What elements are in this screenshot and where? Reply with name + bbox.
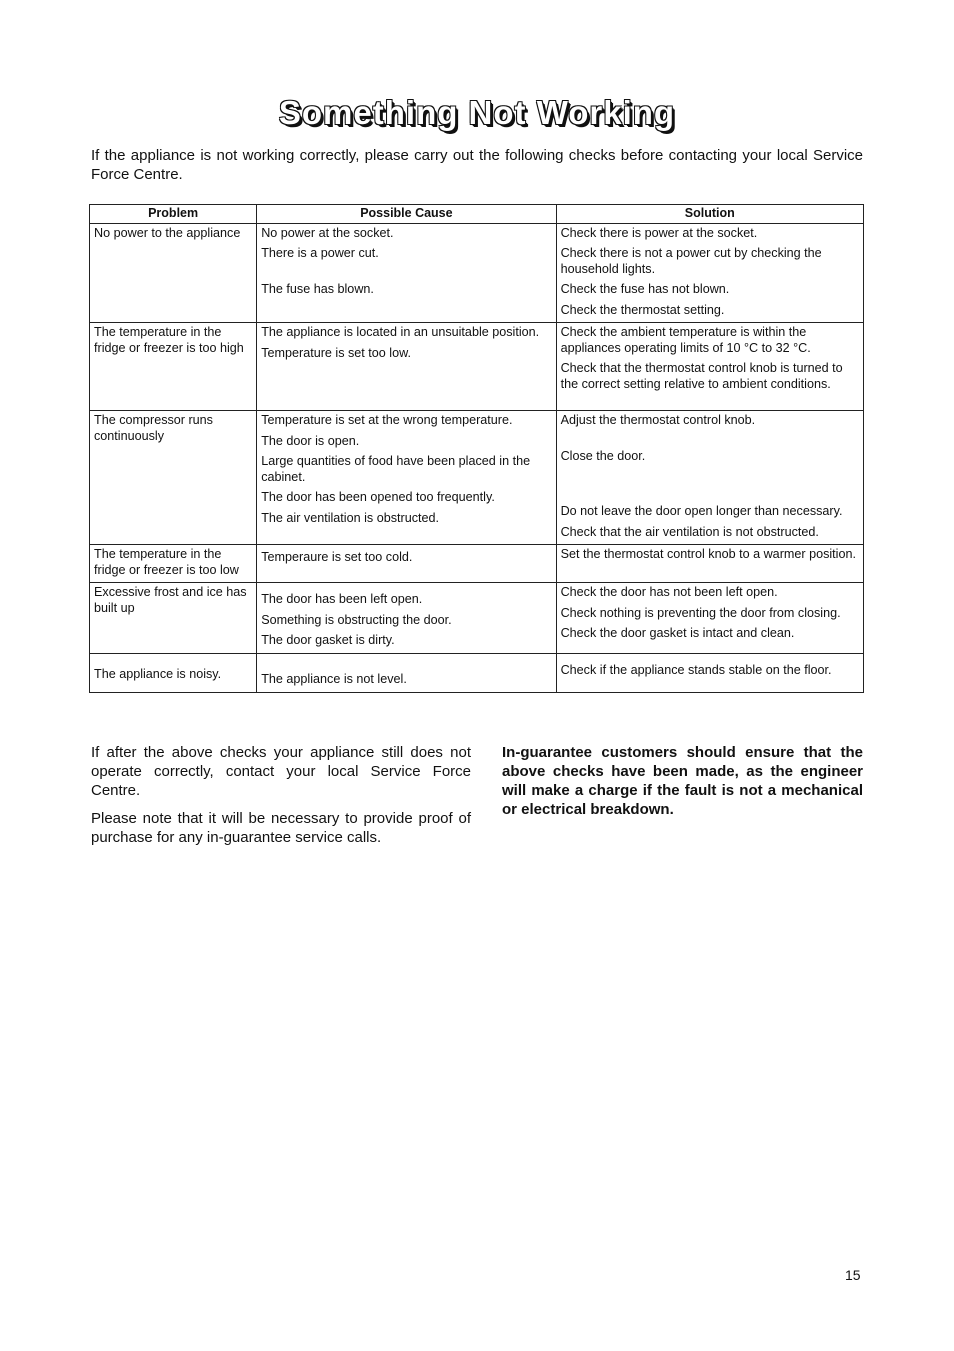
cause-item: The door has been opened too frequently. [261, 490, 495, 504]
solution-item: Do not leave the door open longer than necessary. [560, 504, 843, 518]
cause-item: The door gasket is dirty. [261, 633, 395, 647]
cause-cell [257, 411, 556, 545]
solution-cell [556, 411, 863, 545]
table-row [90, 545, 864, 583]
header-solution: Solution [556, 205, 863, 224]
footer-left-column [91, 743, 471, 856]
solution-cell [556, 223, 863, 323]
cause-item: No power at the socket. [261, 225, 394, 240]
table-row [90, 323, 864, 411]
table-row [90, 223, 864, 323]
solution-cell [556, 654, 863, 693]
header-possible-cause: Possible Cause [257, 205, 556, 224]
page-number: 15 [845, 1267, 861, 1283]
cause-item: The appliance is not level. [261, 672, 407, 686]
solution-item: Set the thermostat control knob to a warmer position. [560, 547, 856, 561]
solution-item: Check that the thermostat control knob is turned to the correct setting relative to ambient conditions. [560, 361, 843, 391]
table-row [90, 583, 864, 654]
problem-cell: The compressor runs continuously [90, 411, 257, 545]
table-row [90, 654, 864, 693]
cause-cell [257, 323, 556, 411]
intro-paragraph: If the appliance is not working correctly, please carry out the following checks before contacting your local Service Force Centre. [91, 147, 863, 183]
solution-item: Check nothing is preventing the door from closing. [560, 605, 841, 620]
solution-item: Check the ambient temperature is within the appliances operating limits of 10 °C to 32 °C. [560, 325, 811, 355]
guarantee-notice: In-guarantee customers should ensure that the above checks have been made, as the engineer will make a charge if the fault is not a mechanical or electrical breakdown. [502, 744, 863, 818]
cause-item: The air ventilation is obstructed. [261, 510, 440, 525]
cause-item: Large quantities of food have been placed in the cabinet. [261, 454, 531, 484]
problem-cell: The appliance is noisy. [90, 654, 257, 693]
solution-item: Check the fuse has not blown. [560, 282, 730, 296]
problem-cell: The temperature in the fridge or freezer is too high [90, 323, 257, 411]
problem-cell: The temperature in the fridge or freezer is too low [90, 545, 257, 583]
cause-cell [257, 223, 556, 323]
solution-item: Adjust the thermostat control knob. [560, 413, 756, 427]
cause-item: The appliance is located in an unsuitable position. [261, 325, 540, 339]
solution-item: Check the door has not been left open. [560, 585, 778, 599]
troubleshooting-table [89, 204, 864, 693]
footer-paragraph: If after the above checks your appliance still does not operate correctly, contact your local Service Force Centre. [91, 744, 471, 799]
table-row [90, 411, 864, 545]
solution-cell [556, 583, 863, 654]
solution-item: Check the door gasket is intact and clean. [560, 626, 795, 640]
footer-paragraph: Please note that it will be necessary to provide proof of purchase for any in-guarantee service calls. [91, 810, 471, 846]
cause-item: Temperature is set at the wrong temperature. [261, 413, 513, 427]
solution-item: Check if the appliance stands stable on the floor. [560, 663, 832, 677]
solution-item: Check that the air ventilation is not obstructed. [560, 524, 819, 539]
problem-cell: Excessive frost and ice has built up [90, 583, 257, 654]
header-problem: Problem [90, 205, 257, 224]
page-title: Something Not Working [278, 94, 676, 131]
solution-item: Close the door. [560, 448, 646, 463]
table-header-row [90, 205, 864, 224]
solution-item: Check there is not a power cut by checking the household lights. [560, 246, 822, 276]
problem-cell: No power to the appliance [90, 223, 257, 323]
cause-cell [257, 583, 556, 654]
cause-cell [257, 545, 556, 583]
solution-cell [556, 545, 863, 583]
solution-cell [556, 323, 863, 411]
cause-item: The fuse has blown. [261, 281, 374, 296]
cause-item: The door has been left open. [261, 592, 423, 606]
solution-item: Check there is power at the socket. [560, 225, 758, 240]
cause-item: There is a power cut. [261, 246, 379, 260]
cause-item: Something is obstructing the door. [261, 612, 452, 627]
cause-item: Temperature is set too low. [261, 345, 411, 360]
cause-item: Temperaure is set too cold. [261, 550, 413, 564]
cause-item: The door is open. [261, 433, 360, 448]
cause-cell [257, 654, 556, 693]
solution-item: Check the thermostat setting. [560, 302, 725, 317]
